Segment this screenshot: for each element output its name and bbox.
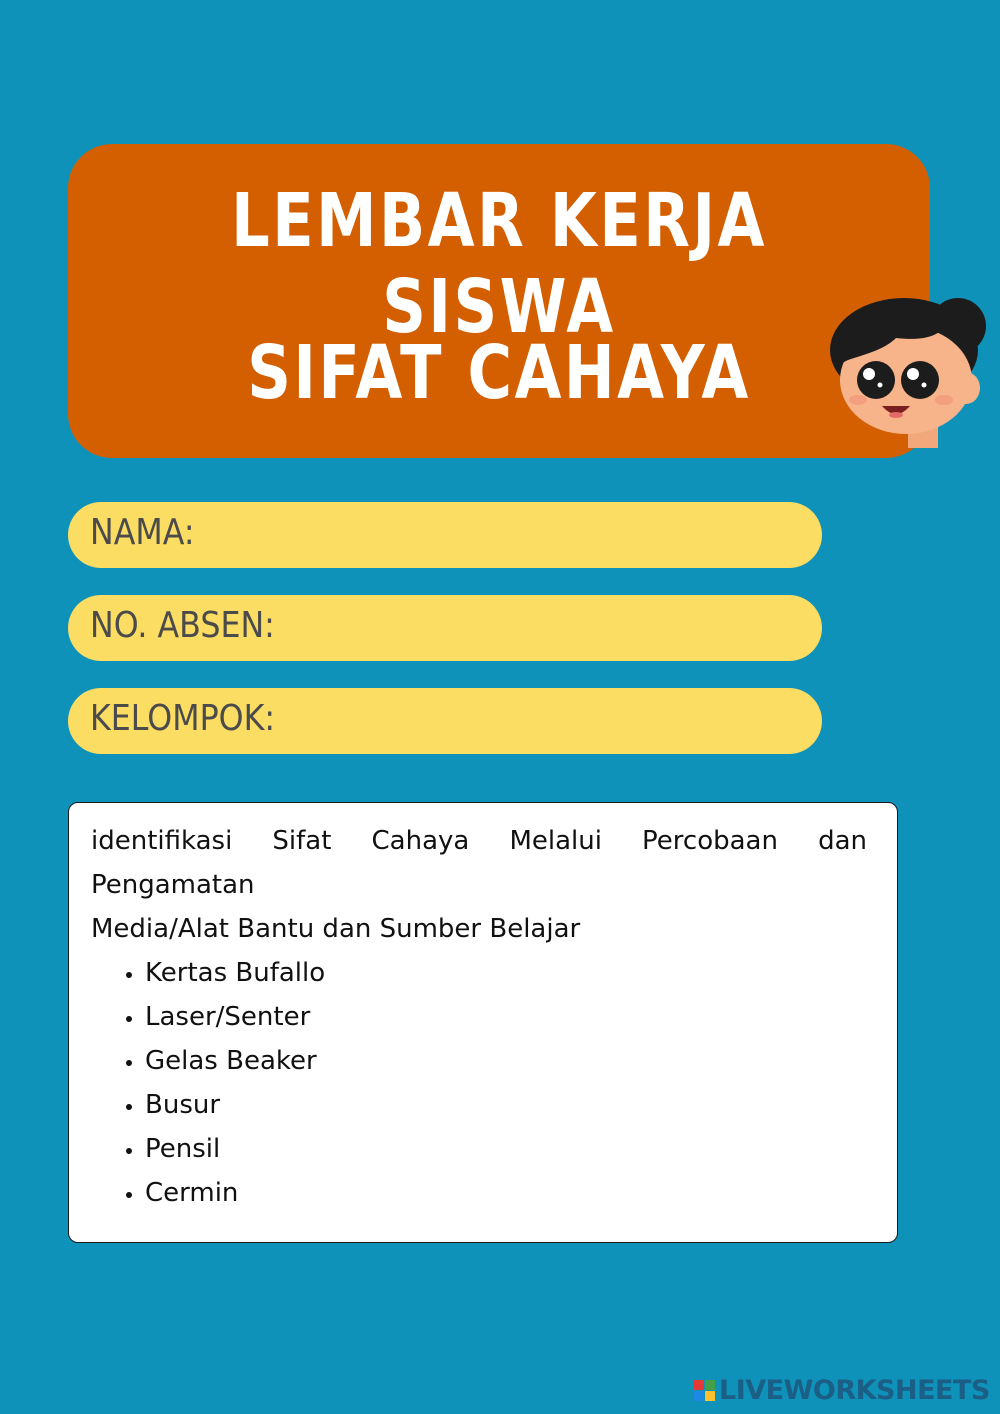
group-field-label: KELOMPOK: — [90, 698, 276, 739]
worksheet-subtitle: SIFAT CAHAYA — [247, 330, 751, 416]
materials-heading: Media/Alat Bantu dan Sumber Belajar — [91, 914, 581, 944]
list-item: • Busur — [145, 1083, 867, 1127]
list-item: • Cermin — [145, 1171, 867, 1215]
objective-line: identifikasi Sifat Cahaya Melalui Percobaan dan — [91, 826, 867, 856]
list-item: • Pensil — [145, 1127, 867, 1171]
group-field[interactable] — [68, 688, 822, 754]
objective-line-continued: Pengamatan — [91, 870, 255, 900]
watermark-text: LIVEWORKSHEETS — [719, 1374, 990, 1406]
absence-number-field[interactable] — [68, 595, 822, 661]
materials-panel — [68, 802, 898, 1243]
list-item: • Laser/Senter — [145, 995, 867, 1039]
materials-list — [91, 951, 867, 1215]
worksheet-title: LEMBAR KERJA SISWA — [231, 178, 767, 350]
name-field[interactable] — [68, 502, 822, 568]
list-item: • Kertas Bufallo — [145, 951, 867, 995]
name-field-label: NAMA: — [90, 512, 195, 553]
liveworksheets-logo-icon — [694, 1380, 715, 1401]
liveworksheets-watermark — [694, 1374, 990, 1406]
girl-face-illustration — [826, 288, 994, 454]
list-item: • Gelas Beaker — [145, 1039, 867, 1083]
materials-text — [91, 819, 867, 1215]
absence-number-field-label: NO. ABSEN: — [90, 605, 275, 646]
title-banner — [68, 144, 930, 458]
